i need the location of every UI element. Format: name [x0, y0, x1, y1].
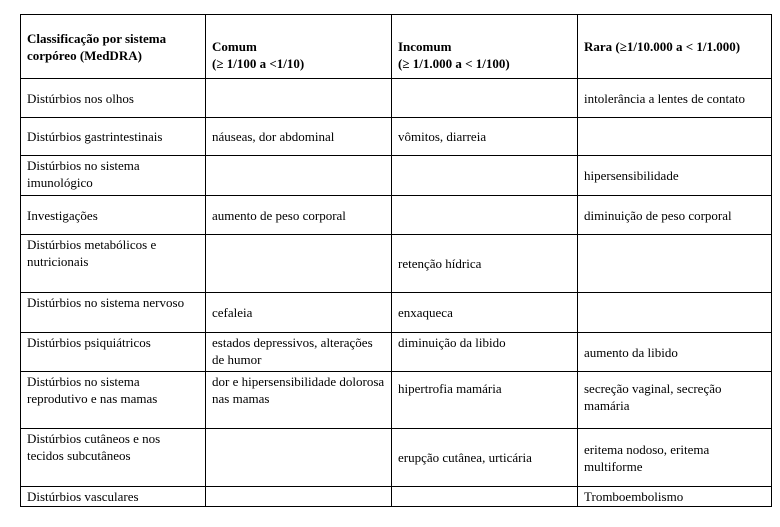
header-system-class — [21, 15, 206, 79]
rare-cell — [578, 118, 772, 156]
rare-cell: aumento da libido — [578, 333, 772, 372]
table-row — [21, 118, 772, 156]
adverse-reactions-table — [20, 14, 772, 507]
uncommon-cell — [392, 79, 578, 118]
rare-cell: eritema nodoso, eritema multiforme — [578, 429, 772, 487]
header-row — [21, 15, 772, 79]
system-class-cell: Distúrbios gastrintestinais — [21, 118, 206, 156]
table-row — [21, 293, 772, 333]
system-class-cell: Distúrbios no sistema imunológico — [21, 156, 206, 196]
common-cell: estados depressivos, alterações de humor — [206, 333, 392, 372]
uncommon-cell: vômitos, diarreia — [392, 118, 578, 156]
header-rare — [578, 15, 772, 79]
table-row — [21, 196, 772, 235]
rare-cell — [578, 293, 772, 333]
uncommon-cell: erupção cutânea, urticária — [392, 429, 578, 487]
common-cell — [206, 487, 392, 507]
table-body — [21, 79, 772, 507]
uncommon-cell: enxaqueca — [392, 293, 578, 333]
table-row — [21, 156, 772, 196]
system-class-cell: Investigações — [21, 196, 206, 235]
uncommon-cell — [392, 196, 578, 235]
header-common — [206, 15, 392, 79]
table-row — [21, 79, 772, 118]
common-cell — [206, 156, 392, 196]
uncommon-cell: hipertrofia mamária — [392, 372, 578, 429]
table-row — [21, 333, 772, 372]
rare-cell: intolerância a lentes de contato — [578, 79, 772, 118]
rare-cell: secreção vaginal, secreção mamária — [578, 372, 772, 429]
header-uncommon — [392, 15, 578, 79]
system-class-cell: Distúrbios metabólicos e nutricionais — [21, 235, 206, 293]
common-cell: cefaleia — [206, 293, 392, 333]
common-cell: dor e hipersensibilidade dolorosa nas mamas — [206, 372, 392, 429]
rare-cell: Tromboembolismo — [578, 487, 772, 507]
system-class-cell: Distúrbios nos olhos — [21, 79, 206, 118]
common-cell — [206, 235, 392, 293]
header-system-class-label: Classificação por sistema corpóreo (MedDRA) — [27, 30, 167, 63]
common-cell: náuseas, dor abdominal — [206, 118, 392, 156]
common-cell — [206, 429, 392, 487]
table-row — [21, 429, 772, 487]
header-rare-label: Rara (≥1/10.000 a < 1/1.000) — [584, 39, 741, 54]
table-row — [21, 235, 772, 293]
system-class-cell: Distúrbios psiquiátricos — [21, 333, 206, 372]
table-row — [21, 372, 772, 429]
common-cell: aumento de peso corporal — [206, 196, 392, 235]
system-class-cell: Distúrbios no sistema reprodutivo e nas mamas — [21, 372, 206, 429]
uncommon-cell — [392, 487, 578, 507]
uncommon-cell: retenção hídrica — [392, 235, 578, 293]
header-common-label: Comum (≥ 1/100 a <1/10) — [212, 39, 305, 71]
system-class-cell: Distúrbios no sistema nervoso — [21, 293, 206, 333]
system-class-cell: Distúrbios vasculares — [21, 487, 206, 507]
table-header — [21, 15, 772, 79]
rare-cell — [578, 235, 772, 293]
table-row — [21, 487, 772, 507]
uncommon-cell: diminuição da libido — [392, 333, 578, 372]
rare-cell: hipersensibilidade — [578, 156, 772, 196]
rare-cell: diminuição de peso corporal — [578, 196, 772, 235]
header-uncommon-label: Incomum (≥ 1/1.000 a < 1/100) — [398, 39, 510, 71]
common-cell — [206, 79, 392, 118]
system-class-cell: Distúrbios cutâneos e nos tecidos subcutâneos — [21, 429, 206, 487]
uncommon-cell — [392, 156, 578, 196]
